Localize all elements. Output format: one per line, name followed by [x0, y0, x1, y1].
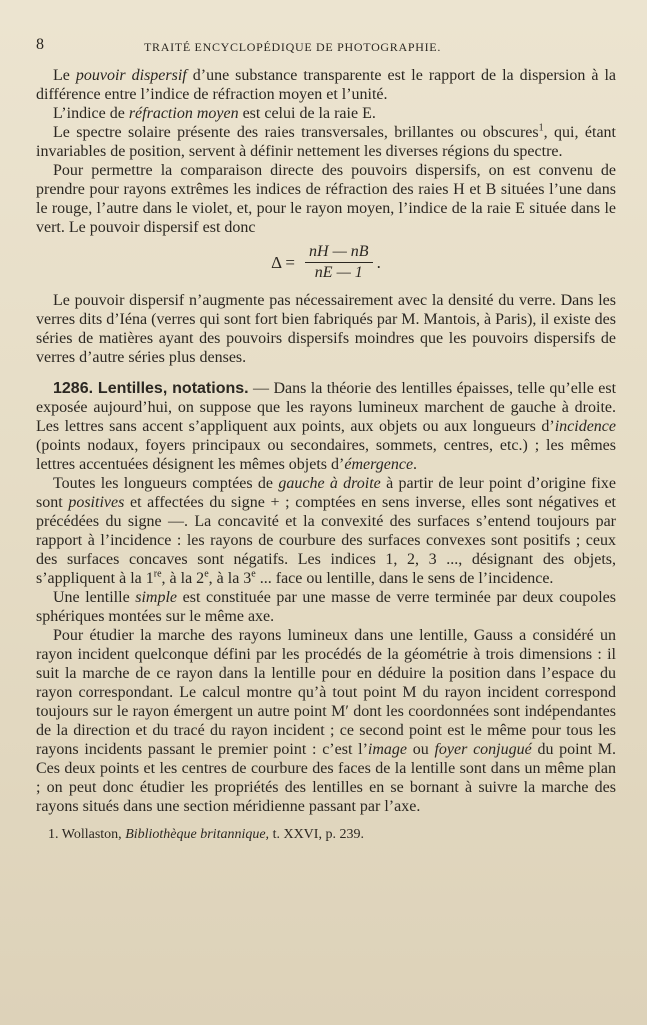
footnote: [36, 826, 616, 844]
section-heading: 1286. Lentilles, notations.: [53, 380, 249, 397]
footnote-source: Bibliothèque britannique,: [125, 827, 270, 842]
body-text: [36, 66, 616, 816]
footnote-reference: t. XXVI, p. 239.: [272, 827, 364, 842]
section-spacing: [36, 367, 616, 379]
dispersive-power-formula: [36, 242, 616, 283]
formula-delta: Δ =: [271, 253, 296, 272]
page-number: 8: [36, 36, 44, 53]
footnote-number: 1.: [48, 827, 59, 842]
paragraph-dispersive-power: Le pouvoir dispersif d’une substance transparente est le rapport de la dispersion à la différence entre l’indice de réfraction moyen et l’unité.: [36, 67, 617, 103]
formula-fraction: [305, 242, 373, 283]
formula-numerator: nH — nB: [305, 242, 373, 263]
paragraph-lengths: Toutes les longueurs comptées de gauche à droite à partir de leur point d’origine fixe sont positives et affectées du signe + ; comptées en sens inverse, elles sont négatives et précédées du signe —. La concavité et la convexité des surfaces s’entend toujours par rapport à l’incidence : les rayons de courbure des surfaces convexes sont positifs ; ceux des surfaces concaves sont négatifs. Les indices 1, 2, 3 ..., désignant des objets, s’appliquent à la 1re, à la 2e, à la 3e ... face ou lentille, dans le sens de l’incidence.: [36, 475, 617, 587]
running-title: TRAITÉ ENCYCLOPÉDIQUE DE PHOTOGRAPHIE.: [144, 40, 442, 54]
running-head: [36, 34, 616, 64]
paragraph-gauss: Pour étudier la marche des rayons lumineux dans une lentille, Gauss a considéré un rayon incident quelconque défini par les procédés de la géométrie à trois dimensions : il suit la marche de ce rayon dans la lentille pour en déduire la position dans l’espace du rayon correspondant. Le calcul montre qu’à tout point M du rayon incident correspond toujours sur le rayon émergent un autre point M′ dont les coordonnées sont indépendantes de la direction et du tracé du rayon incident ; ce second point est le même pour tous les rayons incidents passant le premier point : c’est l’image ou foyer conjugué du point M. Ces deux points et les centres de courbure des faces de la lentille sont dans un même plan ; on peut donc étudier les propriétés des lentilles en se bornant à suivre la marche des rayons situés dans une section méridienne passant par l’axe.: [36, 627, 616, 815]
paragraph-density: Le pouvoir dispersif n’augmente pas nécessairement avec la densité du verre. Dans les verres dits d’Iéna (verres qui sont fort bien fabriqués par M. Mantois, à Paris), il existe des séries de matières ayant des pouvoirs dispersifs moindres que les pouvoirs dispersifs de verres d’autre séries plus denses.: [36, 292, 616, 366]
footnote-author: Wollaston,: [61, 827, 122, 842]
paragraph-comparison: Pour permettre la comparaison directe des pouvoirs dispersifs, on est convenu de prendre pour rayons extrêmes les indices de réfraction des raies H et B situées l’une dans le rouge, l’autre dans le violet, et, pour le rayon moyen, l’indice de la raie E située dans le vert. Le pouvoir dispersif est donc: [36, 162, 616, 236]
paragraph-lens-notations: 1286. Lentilles, notations. — Dans la théorie des lentilles épaisses, telle qu’elle est exposée aujourd’hui, on suppose que les rayons lumineux marchent de gauche à droite. Les lettres sans accent s’appliquent aux points, aux objets ou aux longueurs d’incidence (points nodaux, foyers principaux ou secondaires, sommets, centres, etc.) ; les mêmes lettres accentuées désignent les mêmes objets d’émergence.: [36, 380, 617, 473]
paragraph-solar-spectrum: Le spectre solaire présente des raies transversales, brillantes ou obscures$^1$, qui, étant invariables de position, servent à définir nettement les diverses régions du spectre.: [36, 122, 616, 160]
formula-period: .: [376, 253, 381, 272]
paragraph-simple-lens: Une lentille simple est constituée par une masse de verre terminée par deux coupoles sphériques montées sur le même axe.: [36, 589, 616, 625]
formula-denominator: nE — 1: [314, 264, 363, 281]
paragraph-mean-index: L’indice de réfraction moyen est celui de la raie E.: [53, 105, 376, 122]
